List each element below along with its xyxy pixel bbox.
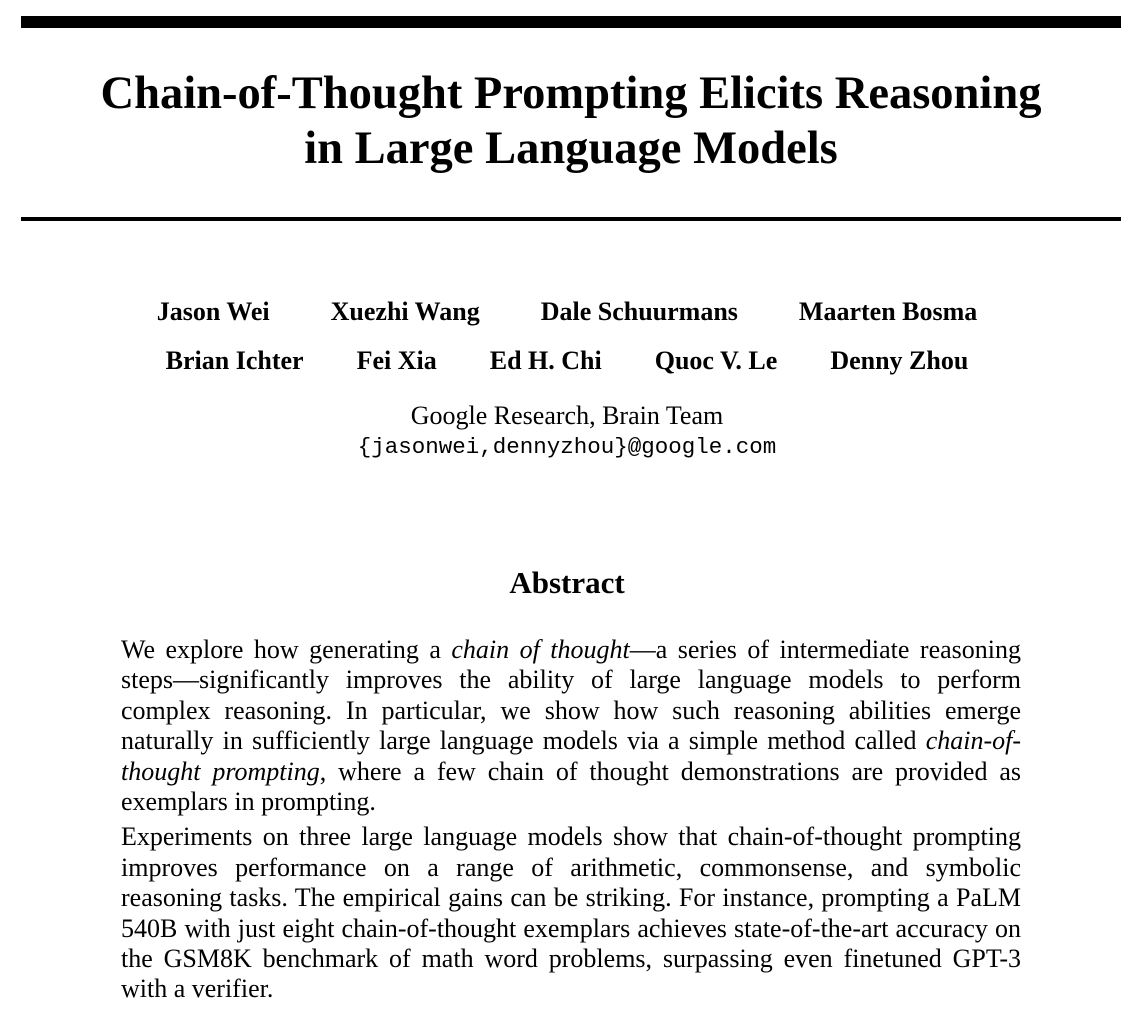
title-line-2: in Large Language Models	[304, 123, 838, 174]
abstract-paragraph-2: Experiments on three large language models show that chain-of-thought prompting improves performance on a range of arithmetic, commonsense, and symbolic reasoning tasks. The empirical gains can be striking. For instance, prompting a PaLM 540B with just eight chain-of-thought exemplars achieves state-of-the-art accuracy on the GSM8K benchmark of math word problems, surpassing even finetuned GPT-3 with a verifier.	[121, 822, 1021, 1004]
bottom-rule	[21, 217, 1121, 221]
emphasis-term: chain-of-thought prompting	[121, 726, 1021, 786]
emphasis-term: chain of thought	[451, 635, 630, 664]
author-name: Dale Schuurmans	[540, 297, 738, 326]
author-name: Quoc V. Le	[654, 346, 778, 375]
contact-email: {jasonwei,dennyzhou}@google.com	[357, 434, 777, 460]
title-line-1: Chain-of-Thought Prompting Elicits Reasoning	[100, 68, 1042, 119]
author-name: Jason Wei	[156, 297, 270, 326]
text-run: , where a few chain of thought demonstrations are provided as exemplars in prompting.	[121, 756, 1021, 817]
abstract-heading: Abstract	[509, 565, 625, 600]
author-name: Denny Zhou	[830, 346, 969, 375]
abstract-body	[121, 635, 1021, 1005]
author-name: Maarten Bosma	[798, 297, 978, 326]
affiliation: Google Research, Brain Team	[410, 401, 724, 430]
abstract-paragraph-1	[121, 635, 1021, 817]
author-name: Brian Ichter	[165, 346, 304, 375]
text-run: We explore how generating a	[121, 635, 452, 664]
top-rule	[21, 16, 1121, 28]
paper-title	[21, 66, 1121, 176]
author-name: Xuezhi Wang	[330, 297, 480, 326]
text-run: —a series of intermediate reasoning steps—significantly improves the ability of large language models to perform complex reasoning. In particular, we show how such reasoning abilities emerge naturally in sufficiently large language models via a simple method called	[121, 635, 1021, 756]
authors-row-1	[0, 297, 1134, 327]
author-name: Fei Xia	[356, 346, 437, 375]
authors-row-2	[0, 346, 1134, 376]
author-name: Ed H. Chi	[489, 346, 602, 375]
